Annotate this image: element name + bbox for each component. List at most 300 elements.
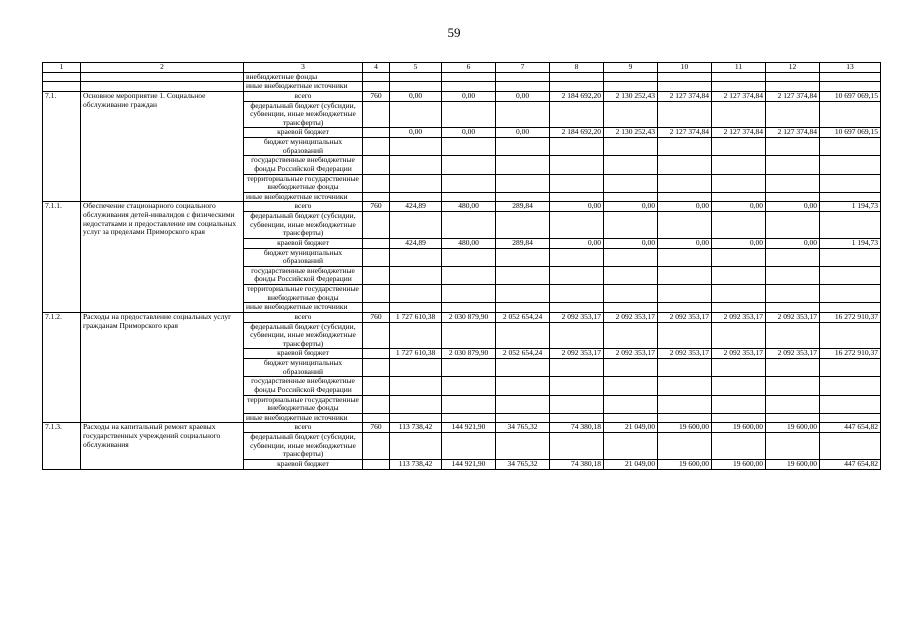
value-cell — [604, 82, 658, 92]
table-row — [43, 202, 881, 212]
code-cell — [363, 174, 390, 192]
value-cell — [604, 395, 658, 413]
value-cell — [766, 248, 820, 266]
value-cell: 0,00 — [712, 202, 766, 212]
value-cell: 424,89 — [390, 238, 442, 248]
code-cell — [363, 459, 390, 469]
value-cell — [390, 395, 442, 413]
value-cell — [442, 174, 496, 192]
funding-source: государственные внебюджетные фонды Российской Федерации — [244, 266, 363, 284]
value-cell — [496, 322, 550, 349]
value-cell: 2 092 353,17 — [658, 312, 712, 322]
value-cell — [712, 101, 766, 128]
value-cell — [390, 82, 442, 92]
value-cell: 1 194,73 — [820, 238, 881, 248]
value-cell: 289,84 — [496, 202, 550, 212]
table-row — [43, 312, 881, 322]
value-cell — [363, 82, 390, 92]
value-cell — [604, 322, 658, 349]
source-cell: внебюджетные фонды — [244, 72, 363, 82]
value-cell: 21 049,00 — [604, 423, 658, 433]
value-cell — [442, 72, 496, 82]
value-cell — [390, 377, 442, 395]
value-cell — [496, 82, 550, 92]
value-cell: 0,00 — [550, 202, 604, 212]
value-cell — [766, 322, 820, 349]
value-cell — [604, 433, 658, 460]
value-cell — [712, 82, 766, 92]
value-cell — [390, 101, 442, 128]
value-cell — [658, 101, 712, 128]
header-col-11: 11 — [712, 63, 766, 73]
code-cell: 760 — [363, 91, 390, 101]
value-cell — [766, 174, 820, 192]
value-cell: 0,00 — [550, 238, 604, 248]
header-col-8: 8 — [550, 63, 604, 73]
funding-source: краевой бюджет — [244, 238, 363, 248]
value-cell — [604, 266, 658, 284]
value-cell — [496, 212, 550, 239]
value-cell — [442, 101, 496, 128]
value-cell — [496, 138, 550, 156]
funding-source: федеральный бюджет (субсидии, субвенции, иные межбюджетные трансферты) — [244, 212, 363, 239]
value-cell — [442, 433, 496, 460]
value-cell — [604, 72, 658, 82]
funding-source: бюджет муниципальных образований — [244, 359, 363, 377]
value-cell: 2 092 353,17 — [712, 312, 766, 322]
value-cell: 0,00 — [712, 238, 766, 248]
value-cell — [820, 174, 881, 192]
value-cell: 16 272 910,37 — [820, 349, 881, 359]
value-cell — [496, 395, 550, 413]
value-cell — [658, 248, 712, 266]
value-cell — [820, 72, 881, 82]
value-cell — [766, 156, 820, 174]
value-cell: 2 092 353,17 — [604, 349, 658, 359]
value-cell: 19 600,00 — [766, 459, 820, 469]
value-cell: 21 049,00 — [604, 459, 658, 469]
value-cell — [496, 377, 550, 395]
funding-source: территориальные государственные внебюджетные фонды — [244, 285, 363, 303]
value-cell — [442, 266, 496, 284]
num-cell — [43, 82, 81, 92]
value-cell: 0,00 — [604, 238, 658, 248]
value-cell — [712, 248, 766, 266]
value-cell — [442, 248, 496, 266]
value-cell — [712, 395, 766, 413]
value-cell — [766, 266, 820, 284]
value-cell — [658, 138, 712, 156]
value-cell — [550, 359, 604, 377]
value-cell: 2 127 374,84 — [766, 91, 820, 101]
value-cell — [604, 138, 658, 156]
value-cell: 144 921,90 — [442, 423, 496, 433]
value-cell — [363, 72, 390, 82]
header-col-7: 7 — [496, 63, 550, 73]
value-cell: 19 600,00 — [766, 423, 820, 433]
value-cell: 289,84 — [496, 238, 550, 248]
value-cell — [390, 285, 442, 303]
value-cell: 2 127 374,84 — [712, 128, 766, 138]
value-cell — [712, 266, 766, 284]
value-cell — [820, 433, 881, 460]
value-cell: 74 380,18 — [550, 459, 604, 469]
name-cell — [81, 72, 244, 82]
value-cell — [766, 395, 820, 413]
measure-name: Расходы на капитальный ремонт краевых государственных учреждений социального обслуживания — [81, 423, 244, 469]
value-cell: 34 765,32 — [496, 459, 550, 469]
value-cell — [658, 377, 712, 395]
value-cell — [658, 156, 712, 174]
value-cell — [766, 138, 820, 156]
header-col-10: 10 — [658, 63, 712, 73]
value-cell: 0,00 — [390, 128, 442, 138]
value-cell: 2 092 353,17 — [766, 349, 820, 359]
funding-source: государственные внебюджетные фонды Российской Федерации — [244, 156, 363, 174]
value-cell: 34 765,32 — [496, 423, 550, 433]
value-cell — [390, 72, 442, 82]
value-cell — [604, 377, 658, 395]
header-col-3: 3 — [244, 63, 363, 73]
value-cell — [712, 322, 766, 349]
value-cell: 2 030 879,90 — [442, 349, 496, 359]
value-cell — [820, 322, 881, 349]
value-cell — [604, 156, 658, 174]
value-cell: 2 092 353,17 — [550, 312, 604, 322]
value-cell — [766, 285, 820, 303]
code-cell — [363, 285, 390, 303]
value-cell — [550, 248, 604, 266]
code-cell — [363, 377, 390, 395]
code-cell — [363, 101, 390, 128]
value-cell — [712, 72, 766, 82]
value-cell: 2 127 374,84 — [658, 128, 712, 138]
value-cell: 2 052 654,24 — [496, 349, 550, 359]
value-cell — [390, 248, 442, 266]
value-cell: 480,00 — [442, 238, 496, 248]
row-number: 7.1. — [43, 91, 81, 202]
header-col-2: 2 — [81, 63, 244, 73]
measure-name: Расходы на предоставление социальных услуг гражданам Приморского края — [81, 312, 244, 423]
value-cell — [712, 359, 766, 377]
value-cell — [550, 138, 604, 156]
value-cell — [550, 266, 604, 284]
header-col-5: 5 — [390, 63, 442, 73]
value-cell — [496, 266, 550, 284]
value-cell: 2 092 353,17 — [766, 312, 820, 322]
value-cell: 19 600,00 — [712, 423, 766, 433]
code-cell — [363, 303, 390, 313]
value-cell — [658, 322, 712, 349]
value-cell — [496, 174, 550, 192]
value-cell: 0,00 — [604, 202, 658, 212]
value-cell — [604, 248, 658, 266]
value-cell — [712, 285, 766, 303]
measure-name: Обеспечение стационарного социального обслуживания детей-инвалидов с физическими недостатками и предоставление им социальных услуг за пределами Приморского края — [81, 202, 244, 313]
value-cell — [712, 377, 766, 395]
value-cell: 2 092 353,17 — [604, 312, 658, 322]
value-cell: 2 092 353,17 — [658, 349, 712, 359]
code-cell — [363, 349, 390, 359]
code-cell — [363, 156, 390, 174]
value-cell — [658, 82, 712, 92]
funding-source: иные внебюджетные источники — [244, 192, 363, 202]
funding-source: бюджет муниципальных образований — [244, 138, 363, 156]
value-cell — [550, 174, 604, 192]
code-cell — [363, 138, 390, 156]
value-cell — [496, 156, 550, 174]
value-cell — [496, 433, 550, 460]
funding-source: федеральный бюджет (субсидии, субвенции, иные межбюджетные трансферты) — [244, 101, 363, 128]
value-cell — [390, 433, 442, 460]
value-cell: 113 738,42 — [390, 459, 442, 469]
value-cell — [390, 212, 442, 239]
value-cell: 10 697 069,15 — [820, 128, 881, 138]
code-cell: 760 — [363, 423, 390, 433]
value-cell — [820, 395, 881, 413]
value-cell — [820, 266, 881, 284]
code-cell — [363, 395, 390, 413]
code-cell — [363, 322, 390, 349]
carry-row — [43, 72, 881, 82]
value-cell: 144 921,90 — [442, 459, 496, 469]
value-cell — [496, 303, 550, 313]
value-cell — [820, 212, 881, 239]
value-cell: 0,00 — [766, 202, 820, 212]
carry-row — [43, 82, 881, 92]
value-cell: 10 697 069,15 — [820, 91, 881, 101]
row-number: 7.1.2. — [43, 312, 81, 423]
value-cell: 2 127 374,84 — [766, 128, 820, 138]
funding-source: федеральный бюджет (субсидии, субвенции, иные межбюджетные трансферты) — [244, 322, 363, 349]
value-cell — [390, 322, 442, 349]
value-cell — [604, 174, 658, 192]
value-cell: 19 600,00 — [658, 459, 712, 469]
code-cell — [363, 128, 390, 138]
value-cell — [604, 285, 658, 303]
funding-source: государственные внебюджетные фонды Российской Федерации — [244, 377, 363, 395]
funding-source: территориальные государственные внебюджетные фонды — [244, 395, 363, 413]
value-cell — [658, 395, 712, 413]
value-cell — [820, 285, 881, 303]
value-cell — [442, 82, 496, 92]
value-cell — [712, 433, 766, 460]
value-cell — [766, 212, 820, 239]
value-cell: 2 052 654,24 — [496, 312, 550, 322]
value-cell — [442, 322, 496, 349]
row-number: 7.1.3. — [43, 423, 81, 469]
code-cell — [363, 433, 390, 460]
value-cell — [604, 101, 658, 128]
value-cell — [820, 248, 881, 266]
value-cell: 2 130 252,43 — [604, 128, 658, 138]
value-cell — [820, 101, 881, 128]
header-col-12: 12 — [766, 63, 820, 73]
value-cell — [766, 82, 820, 92]
code-cell — [363, 212, 390, 239]
value-cell — [390, 138, 442, 156]
value-cell — [820, 82, 881, 92]
value-cell: 0,00 — [442, 91, 496, 101]
value-cell — [496, 285, 550, 303]
value-cell — [550, 377, 604, 395]
code-cell — [363, 266, 390, 284]
value-cell: 2 184 692,20 — [550, 128, 604, 138]
value-cell: 480,00 — [442, 202, 496, 212]
value-cell — [550, 101, 604, 128]
value-cell — [604, 212, 658, 239]
table-row — [43, 91, 881, 101]
value-cell — [390, 359, 442, 377]
value-cell — [442, 377, 496, 395]
value-cell: 0,00 — [496, 128, 550, 138]
value-cell — [390, 174, 442, 192]
value-cell — [390, 156, 442, 174]
value-cell — [442, 285, 496, 303]
value-cell — [766, 433, 820, 460]
value-cell: 2 092 353,17 — [712, 349, 766, 359]
value-cell: 74 380,18 — [550, 423, 604, 433]
value-cell — [658, 72, 712, 82]
value-cell — [550, 82, 604, 92]
code-cell — [363, 248, 390, 266]
funding-source: территориальные государственные внебюджетные фонды — [244, 174, 363, 192]
value-cell: 0,00 — [496, 91, 550, 101]
value-cell: 0,00 — [390, 91, 442, 101]
value-cell: 19 600,00 — [712, 459, 766, 469]
value-cell — [550, 72, 604, 82]
value-cell: 0,00 — [658, 238, 712, 248]
value-cell — [658, 433, 712, 460]
funding-source: иные внебюджетные источники — [244, 413, 363, 423]
value-cell — [496, 101, 550, 128]
value-cell — [550, 156, 604, 174]
value-cell: 1 727 610,38 — [390, 349, 442, 359]
code-cell — [363, 238, 390, 248]
value-cell — [820, 138, 881, 156]
header-col-6: 6 — [442, 63, 496, 73]
value-cell: 0,00 — [658, 202, 712, 212]
funding-source: всего — [244, 202, 363, 212]
value-cell — [442, 138, 496, 156]
funding-source: краевой бюджет — [244, 459, 363, 469]
value-cell — [658, 359, 712, 377]
value-cell: 2 092 353,17 — [550, 349, 604, 359]
funding-source: всего — [244, 91, 363, 101]
measure-name: Основное мероприятие 1. Социальное обслуживание граждан — [81, 91, 244, 202]
value-cell — [766, 101, 820, 128]
value-cell: 2 127 374,84 — [658, 91, 712, 101]
value-cell — [658, 303, 712, 313]
value-cell — [820, 359, 881, 377]
header-col-9: 9 — [604, 63, 658, 73]
value-cell — [496, 359, 550, 377]
code-cell — [363, 359, 390, 377]
value-cell: 2 184 692,20 — [550, 91, 604, 101]
value-cell: 2 127 374,84 — [712, 91, 766, 101]
value-cell — [550, 395, 604, 413]
value-cell — [658, 174, 712, 192]
source-cell: иные внебюджетные источники — [244, 82, 363, 92]
value-cell — [712, 174, 766, 192]
value-cell — [820, 156, 881, 174]
funding-source: краевой бюджет — [244, 349, 363, 359]
code-cell: 760 — [363, 312, 390, 322]
value-cell — [442, 212, 496, 239]
funding-source: федеральный бюджет (субсидии, субвенции, иные межбюджетные трансферты) — [244, 433, 363, 460]
value-cell — [604, 303, 658, 313]
value-cell — [766, 359, 820, 377]
funding-source: всего — [244, 423, 363, 433]
table-row — [43, 423, 881, 433]
value-cell — [820, 303, 881, 313]
value-cell: 19 600,00 — [658, 423, 712, 433]
value-cell — [712, 303, 766, 313]
value-cell: 0,00 — [766, 238, 820, 248]
value-cell: 424,89 — [390, 202, 442, 212]
header-col-13: 13 — [820, 63, 881, 73]
funding-source: бюджет муниципальных образований — [244, 248, 363, 266]
page-number: 59 — [447, 25, 461, 40]
value-cell — [550, 285, 604, 303]
value-cell — [658, 266, 712, 284]
funding-source: краевой бюджет — [244, 128, 363, 138]
value-cell: 1 194,73 — [820, 202, 881, 212]
value-cell — [442, 303, 496, 313]
value-cell — [658, 212, 712, 239]
row-number: 7.1.1. — [43, 202, 81, 313]
value-cell: 2 130 252,43 — [604, 91, 658, 101]
code-cell: 760 — [363, 202, 390, 212]
value-cell — [766, 72, 820, 82]
value-cell: 1 727 610,38 — [390, 312, 442, 322]
value-cell: 2 030 879,90 — [442, 312, 496, 322]
value-cell — [712, 212, 766, 239]
value-cell: 447 654,82 — [820, 423, 881, 433]
value-cell — [550, 433, 604, 460]
header-col-4: 4 — [363, 63, 390, 73]
value-cell — [550, 322, 604, 349]
value-cell — [390, 303, 442, 313]
header-col-1: 1 — [43, 63, 81, 73]
header-row — [43, 63, 881, 73]
value-cell — [550, 212, 604, 239]
value-cell — [658, 285, 712, 303]
value-cell — [766, 303, 820, 313]
value-cell — [496, 248, 550, 266]
budget-table — [42, 62, 881, 470]
value-cell — [820, 377, 881, 395]
name-cell — [81, 82, 244, 92]
value-cell — [442, 359, 496, 377]
value-cell — [390, 266, 442, 284]
value-cell — [496, 72, 550, 82]
value-cell: 113 738,42 — [390, 423, 442, 433]
value-cell: 447 654,82 — [820, 459, 881, 469]
value-cell: 0,00 — [442, 128, 496, 138]
value-cell — [712, 138, 766, 156]
num-cell — [43, 72, 81, 82]
value-cell — [550, 303, 604, 313]
funding-source: иные внебюджетные источники — [244, 303, 363, 313]
value-cell — [442, 156, 496, 174]
value-cell — [442, 395, 496, 413]
value-cell — [712, 156, 766, 174]
funding-source: всего — [244, 312, 363, 322]
value-cell — [604, 359, 658, 377]
value-cell: 16 272 910,37 — [820, 312, 881, 322]
value-cell — [766, 377, 820, 395]
